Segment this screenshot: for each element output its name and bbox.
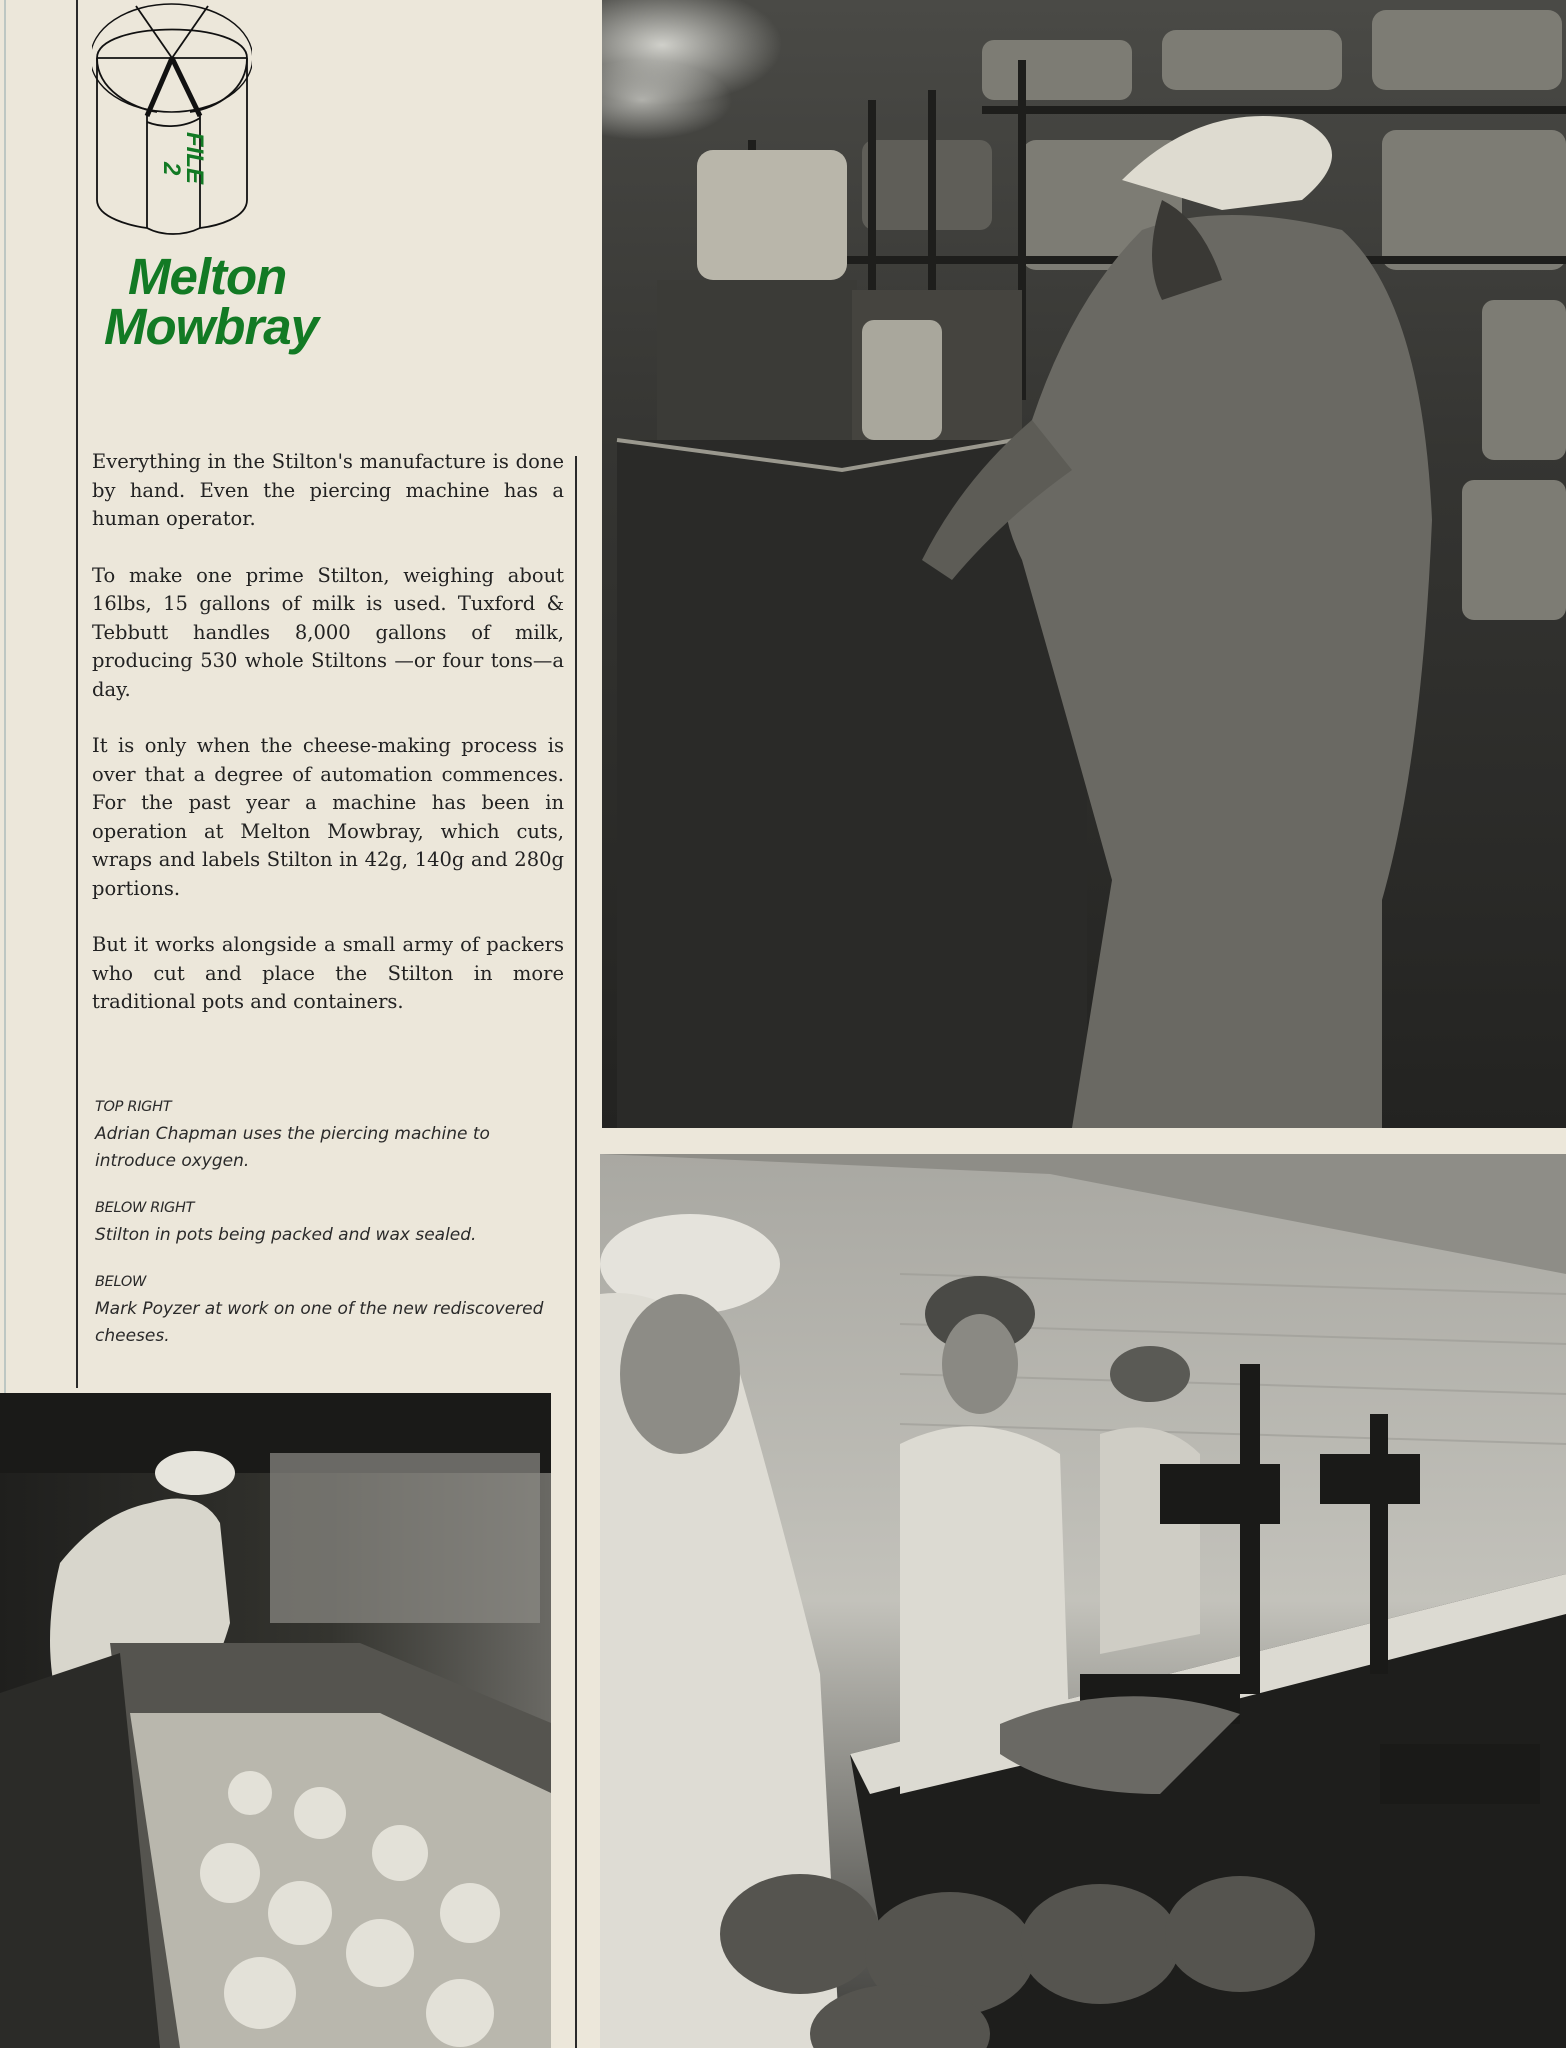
photo-image [600, 1154, 1566, 2048]
caption-below-right [95, 1195, 565, 1249]
article-paragraph: To make one prime Stilton, weighing about 16lbs, 15 gallons of milk is used. Tuxford & Tebbutt handles 8,000 gallons of milk, producing 530 whole Stiltons —or four tons—a day. [92, 563, 564, 701]
logo-file-number: 2 [158, 162, 185, 176]
article-paragraph: Everything in the Stilton's manufacture is done by hand. Even the piercing machine has a human operator. [92, 450, 564, 530]
file-logo [92, 0, 252, 240]
photo-image [0, 1393, 551, 2048]
title-line-1: Melton [128, 248, 287, 305]
caption-below [95, 1269, 565, 1350]
column-rule-middle [575, 456, 577, 2048]
caption-position-label: BELOW [95, 1274, 146, 1290]
caption-position-label: TOP RIGHT [95, 1099, 172, 1115]
caption-text: Adrian Chapman uses the piercing machine to introduce oxygen. [95, 1124, 490, 1171]
caption-text: Mark Poyzer at work on one of the new rediscovered cheeses. [95, 1299, 544, 1346]
title-line-2: Mowbray [104, 298, 319, 355]
photo-piercing-machine [602, 0, 1566, 1128]
logo-file-label: FILE [181, 132, 208, 184]
page-title [104, 248, 319, 355]
photo-image [602, 0, 1566, 1128]
article-paragraph: It is only when the cheese-making process is over that a degree of automation commences. For the past year a machine has been in operation at Melton Mowbray, which cuts, wraps and labels Stilton in 42g, 140g and 280g portions. [92, 734, 564, 900]
column-rule-left [76, 0, 78, 1388]
caption-position-label: BELOW RIGHT [95, 1200, 195, 1216]
photo-packing-line [600, 1154, 1566, 2048]
caption-top-right [95, 1094, 565, 1175]
photo-curd-vat [0, 1393, 551, 2048]
cheese-wheel-icon [92, 0, 252, 240]
photo-captions [95, 1094, 565, 1370]
caption-text: Stilton in pots being packed and wax sealed. [95, 1225, 477, 1245]
article-paragraph: But it works alongside a small army of packers who cut and place the Stilton in more traditional pots and containers. [92, 933, 564, 1013]
article-body [92, 448, 564, 1045]
